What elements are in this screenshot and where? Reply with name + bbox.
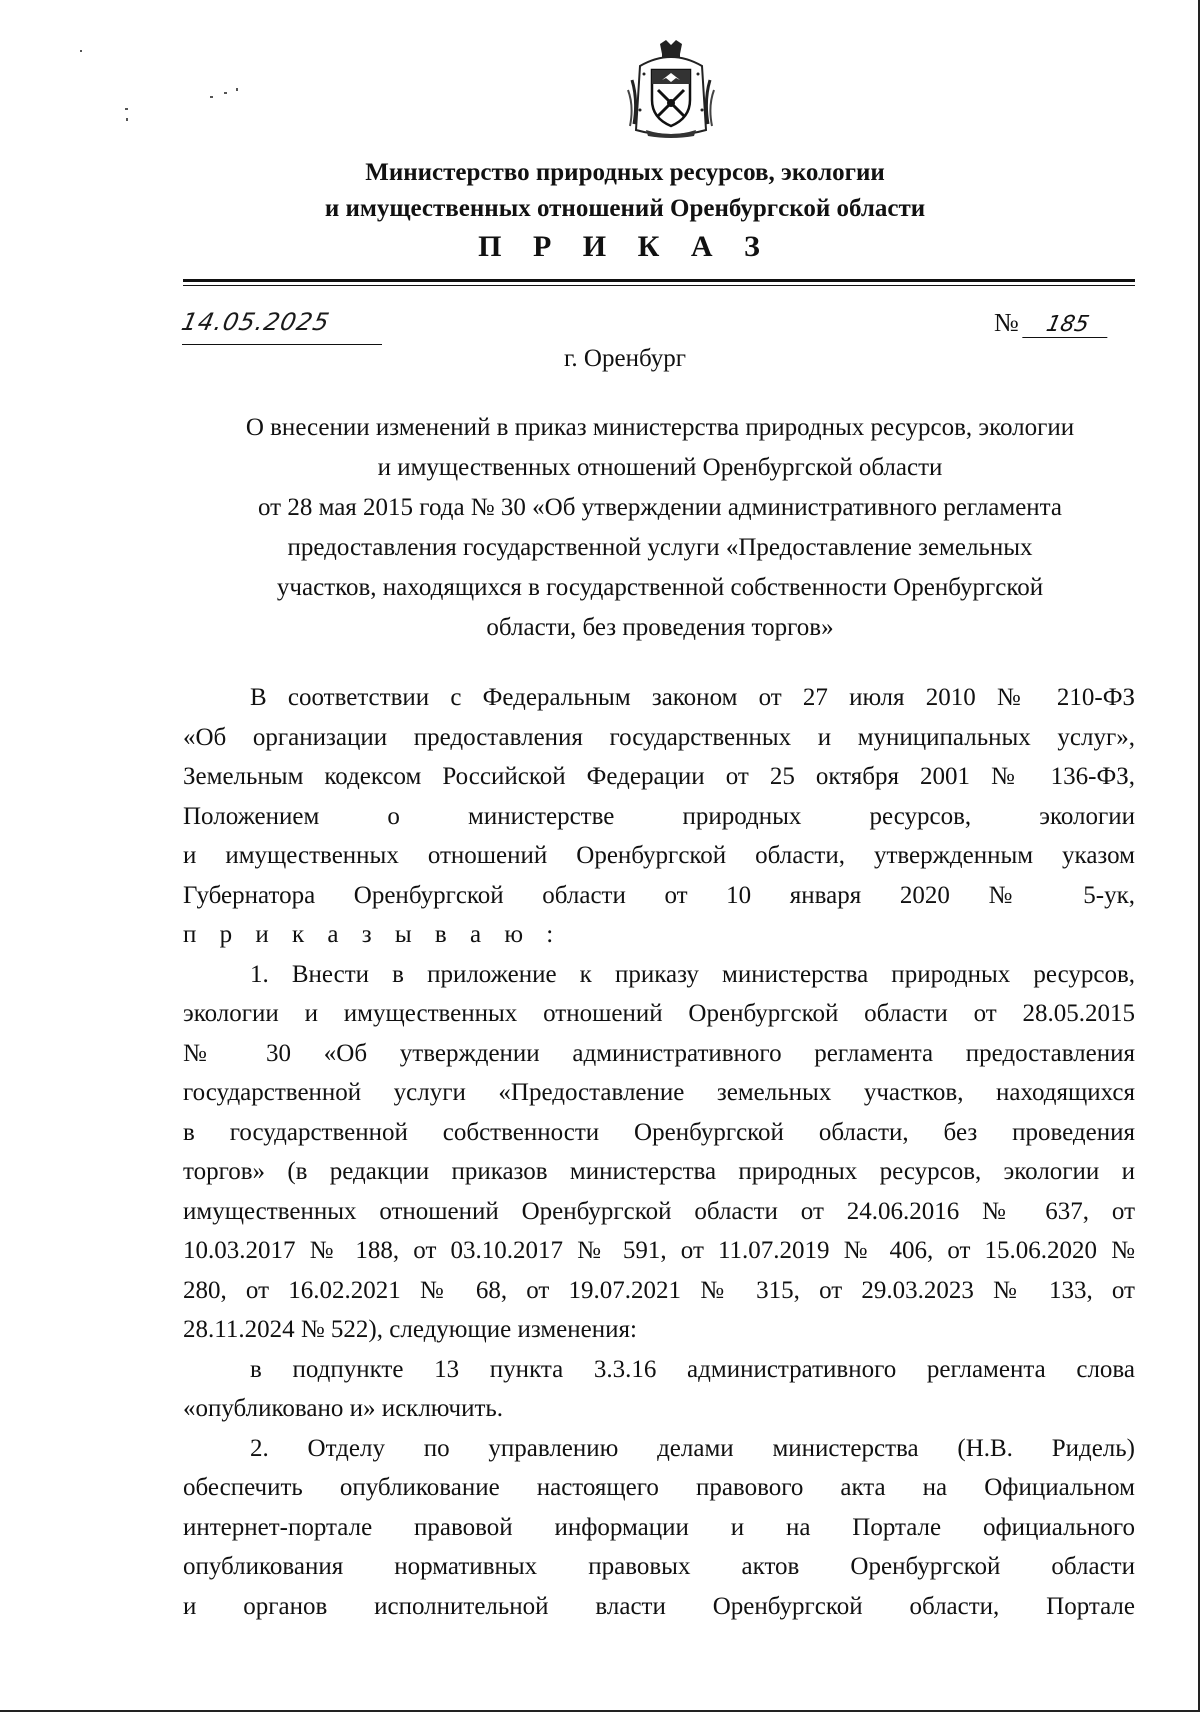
organization-name [0, 155, 1200, 227]
body-line: обеспечить опубликование настоящего правового акта на Официальном [183, 1474, 1135, 1501]
directive-word: п р и к а з ы в а ю : [183, 921, 562, 948]
document-number [994, 308, 1134, 344]
organization-name-line1: Министерство природных ресурсов, экологии [365, 159, 885, 186]
body-line: государственной услуги «Предоставление земельных участков, находящихся [183, 1079, 1135, 1106]
body-line: № 30 «Об утверждении административного регламента предоставления [183, 1039, 1135, 1067]
document-type-title: П Р И К А З [478, 230, 772, 263]
subject-line: предоставления государственной услуги «Предоставление земельных [287, 534, 1033, 561]
body-line: опубликования нормативных правовых актов Оренбургской области [183, 1553, 1135, 1580]
scan-speck [126, 118, 128, 121]
body-line: «опубликовано и» исключить. [183, 1395, 504, 1422]
body-line: и органов исполнительной власти Оренбургской области, Портале [183, 1592, 1135, 1620]
body-line: 280, от 16.02.2021 № 68, от 19.07.2021 № 315, от 29.03.2023 № 133, от [183, 1276, 1135, 1304]
scan-speck [210, 96, 213, 98]
order-subject [180, 408, 1140, 648]
scan-speck [224, 92, 227, 94]
scan-speck [80, 50, 82, 52]
header-divider [183, 279, 1135, 282]
handwritten-number: 185 [1022, 312, 1113, 338]
body-line: торгов» (в редакции приказов министерства природных ресурсов, экологии и [183, 1158, 1135, 1185]
subject-line: О внесении изменений в приказ министерства природных ресурсов, экологии [245, 414, 1075, 441]
body-line: 28.11.2024 № 522), следующие изменения: [183, 1316, 637, 1343]
subject-line: участков, находящихся в государственной собственности Оренбургской [276, 574, 1044, 601]
body-line: 10.03.2017 № 188, от 03.10.2017 № 591, от 11.07.2019 № 406, от 15.06.2020 № [183, 1237, 1135, 1264]
body-line: 2. Отделу по управлению делами министерства (Н.В. Ридель) [250, 1434, 1135, 1462]
subject-line: и имущественных отношений Оренбургской области [377, 454, 943, 481]
handwritten-date [179, 308, 382, 345]
header-divider [183, 285, 1135, 286]
city-name: г. Оренбург [564, 345, 686, 372]
subject-line: от 28 мая 2015 года № 30 «Об утверждении административного регламента [257, 494, 1063, 521]
body-line: имущественных отношений Оренбургской области от 24.06.2016 № 637, от [183, 1197, 1135, 1225]
body-line: интернет-портале правовой информации и на Портале официального [183, 1513, 1135, 1541]
order-body [183, 678, 1135, 1626]
body-line: в государственной собственности Оренбургской области, без проведения [183, 1118, 1135, 1146]
order-directive [183, 915, 1135, 955]
body-line: экологии и имущественных отношений Оренбургской области от 28.05.2015 [183, 1000, 1135, 1027]
body-line: Губернатора Оренбургской области от 10 января 2020 № 5-ук, [183, 881, 1135, 909]
body-line: В соответствии с Федеральным законом от 27 июля 2010 № 210-ФЗ [250, 684, 1135, 711]
subject-line: области, без проведения торгов» [486, 614, 834, 641]
body-line: Земельным кодексом Российской Федерации от 25 октября 2001 № 136-ФЗ, [183, 763, 1135, 790]
body-line: Положением о министерстве природных ресурсов, экологии [183, 802, 1135, 830]
body-line: и имущественных отношений Оренбургской области, утвержденным указом [183, 842, 1135, 869]
date-value: 14.05.2025 [179, 308, 333, 336]
body-line: 1. Внести в приложение к приказу министерства природных ресурсов, [250, 960, 1135, 988]
organization-name-line2: и имущественных отношений Оренбургской области [324, 195, 926, 222]
number-sign: № [994, 308, 1019, 337]
scan-speck [236, 88, 238, 91]
coat-of-arms-icon [622, 40, 720, 140]
scan-speck [125, 108, 128, 110]
body-line: в подпункте 13 пункта 3.3.16 административного регламента слова [250, 1355, 1135, 1383]
body-line: «Об организации предоставления государственных и муниципальных услуг», [183, 723, 1135, 751]
